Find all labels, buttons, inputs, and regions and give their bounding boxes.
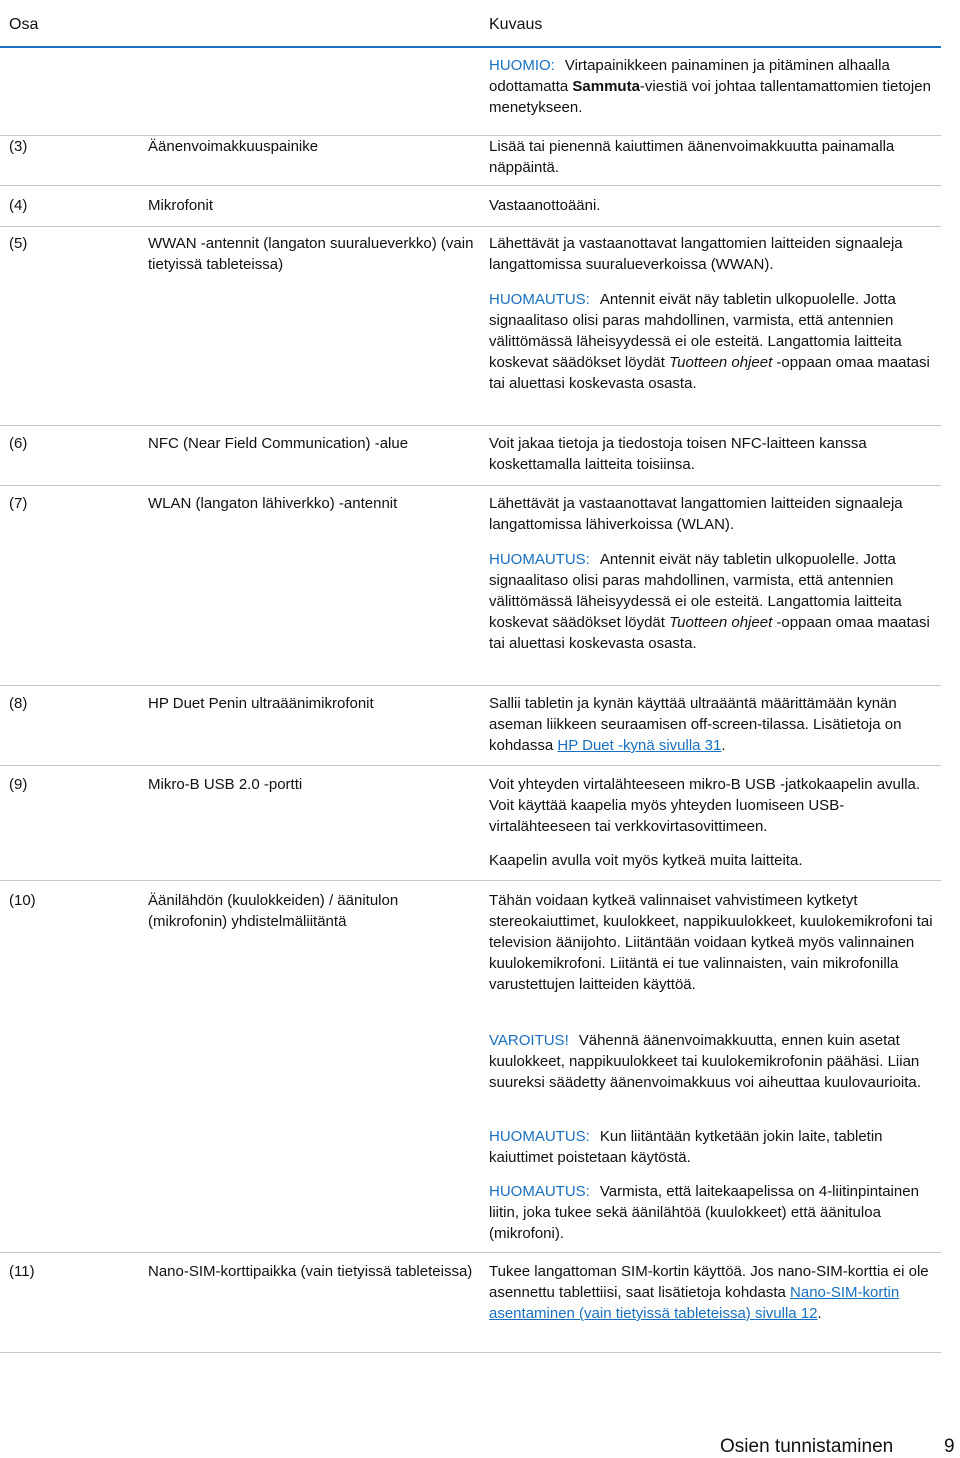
table-row <box>0 135 941 186</box>
row-number: (11) <box>9 1263 35 1280</box>
part-description: Tähän voidaan kytkeä valinnaiset vahvistimeen kytketyt stereokaiuttimet, kuulokkeet, nappikuulokkeet, kuulokemikrofoni tai television äänijohto. Liitäntään voidaan kytkeä myös valinnainen kuulokemikrofoni. Liitäntä ei tue valinnaisten, vain mikrofonilla varustettujen laitteiden käyttöä. <box>489 892 933 993</box>
table-row <box>0 1252 941 1353</box>
row-number: (9) <box>9 776 28 793</box>
part-name: Mikrofonit <box>148 197 214 214</box>
note: HUOMAUTUS: Antennit eivät näy tabletin ulkopuolelle. Jotta signaalitaso olisi paras mahdollinen, varmista, että antennien välittömässä läheisyydessä ei ole esteitä. Langattomia laitteita koskevat säädökset löydät Tuotteen ohjeet -oppaan omaa maatasi tai aluettasi koskevasta osasta. <box>489 551 930 652</box>
table-header <box>0 0 941 48</box>
link-nano-sim-install[interactable]: Nano-SIM-kortin asentaminen (vain tietyissä tableteissa) sivulla 12 <box>489 1284 900 1322</box>
row-number: (4) <box>9 197 28 214</box>
footer-page-number: 9 <box>944 1436 955 1457</box>
table-row <box>0 226 941 426</box>
part-description: Lähettävät ja vastaanottavat langattomien laitteiden signaaleja langattomissa lähiverkoissa (WLAN). <box>489 495 903 533</box>
row-number: (5) <box>9 235 28 252</box>
row-number: (3) <box>9 138 28 155</box>
note-label: HUOMAUTUS: <box>489 1128 590 1145</box>
part-description: Voit jakaa tietoja ja tiedostoja toisen NFC-laitteen kanssa koskettamalla laitteita toisiinsa. <box>489 435 867 473</box>
table-row <box>0 880 941 1253</box>
table-row <box>0 685 941 766</box>
part-name: WLAN (langaton lähiverkko) -antennit <box>148 495 398 512</box>
column-header-osa: Osa <box>9 16 39 33</box>
part-name: HP Duet Penin ultraäänimikrofonit <box>148 695 374 712</box>
part-name: Nano-SIM-korttipaikka (vain tietyissä tableteissa) <box>148 1263 473 1280</box>
warning-label: VAROITUS! <box>489 1032 569 1049</box>
part-description: Lähettävät ja vastaanottavat langattomien laitteiden signaaleja langattomissa suuralueverkoissa (WWAN). <box>489 235 903 273</box>
note-label: HUOMAUTUS: <box>489 291 590 308</box>
caution-note: HUOMIO: Virtapainikkeen painaminen ja pitäminen alhaalla odottamatta Sammuta-viestiä voi johtaa tallentamattomien tietojen menetykseen. <box>489 57 931 116</box>
part-description: Tukee langattoman SIM-kortin käyttöä. Jos nano-SIM-korttia ei ole asennettu tablettiisi, saat lisätietoja kohdasta Nano-SIM-kortin asentaminen (vain tietyissä tableteissa) sivulla 12. <box>489 1263 929 1322</box>
table-row-continued <box>0 49 941 136</box>
note-label: HUOMAUTUS: <box>489 1183 590 1200</box>
note: HUOMAUTUS: Antennit eivät näy tabletin ulkopuolelle. Jotta signaalitaso olisi paras mahdollinen, varmista, että antennien välittömässä läheisyydessä ei ole esteitä. Langattomia laitteita koskevat säädökset löydät Tuotteen ohjeet -oppaan omaa maatasi tai aluettasi koskevasta osasta. <box>489 291 930 392</box>
note: HUOMAUTUS: Kun liitäntään kytketään jokin laite, tabletin kaiuttimet poistetaan käytöstä. <box>489 1128 883 1166</box>
part-description: Vastaanottoääni. <box>489 197 601 214</box>
part-name: Äänenvoimakkuuspainike <box>148 138 319 155</box>
note-label: HUOMAUTUS: <box>489 551 590 568</box>
part-name: Äänilähdön (kuulokkeiden) / äänitulon (mikrofonin) yhdistelmäliitäntä <box>148 892 399 930</box>
row-number: (8) <box>9 695 28 712</box>
part-name: NFC (Near Field Communication) -alue <box>148 435 409 452</box>
caution-label: HUOMIO: <box>489 57 555 74</box>
warning-note: VAROITUS! Vähennä äänenvoimakkuutta, ennen kuin asetat kuulokkeet, nappikuulokkeet tai kuulokemikrofonin päähäsi. Liian suureksi säädetty äänenvoimakkuus voi aiheuttaa kuulovaurioita. <box>489 1032 921 1091</box>
row-number: (7) <box>9 495 28 512</box>
row-number: (10) <box>9 892 36 909</box>
row-number: (6) <box>9 435 28 452</box>
part-description: Voit yhteyden virtalähteeseen mikro-B USB -jatkokaapelin avulla. Voit käyttää kaapelia myös yhteyden luomiseen USB-virtalähteeseen tai verkkovirtasovittimeen. <box>489 776 921 835</box>
note: HUOMAUTUS: Varmista, että laitekaapelissa on 4-liitinpintainen liitin, joka tukee sekä äänilähtöä (kuulokkeet) että äänituloa (mikrofoni). <box>489 1183 919 1242</box>
footer-section-title: Osien tunnistaminen <box>720 1436 894 1457</box>
link-hp-duet-pen[interactable]: HP Duet -kynä sivulla 31 <box>557 737 722 754</box>
part-name: WWAN -antennit (langaton suuralueverkko) (vain tietyissä tableteissa) <box>148 235 474 273</box>
part-name: Mikro-B USB 2.0 -portti <box>148 776 303 793</box>
part-description: Lisää tai pienennä kaiuttimen äänenvoimakkuutta painamalla näppäintä. <box>489 138 895 176</box>
table-row <box>0 765 941 881</box>
part-description: Sallii tabletin ja kynän käyttää ultraääntä määrittämään kynän aseman liikkeen seuraamisen off-screen-tilassa. Lisätietoja on kohdassa HP Duet -kynä sivulla 31. <box>489 695 902 754</box>
table-row <box>0 185 941 227</box>
column-header-kuvaus: Kuvaus <box>489 16 543 33</box>
table-row <box>0 425 941 486</box>
part-description-extra: Kaapelin avulla voit myös kytkeä muita laitteita. <box>489 852 803 869</box>
table-row <box>0 485 941 686</box>
